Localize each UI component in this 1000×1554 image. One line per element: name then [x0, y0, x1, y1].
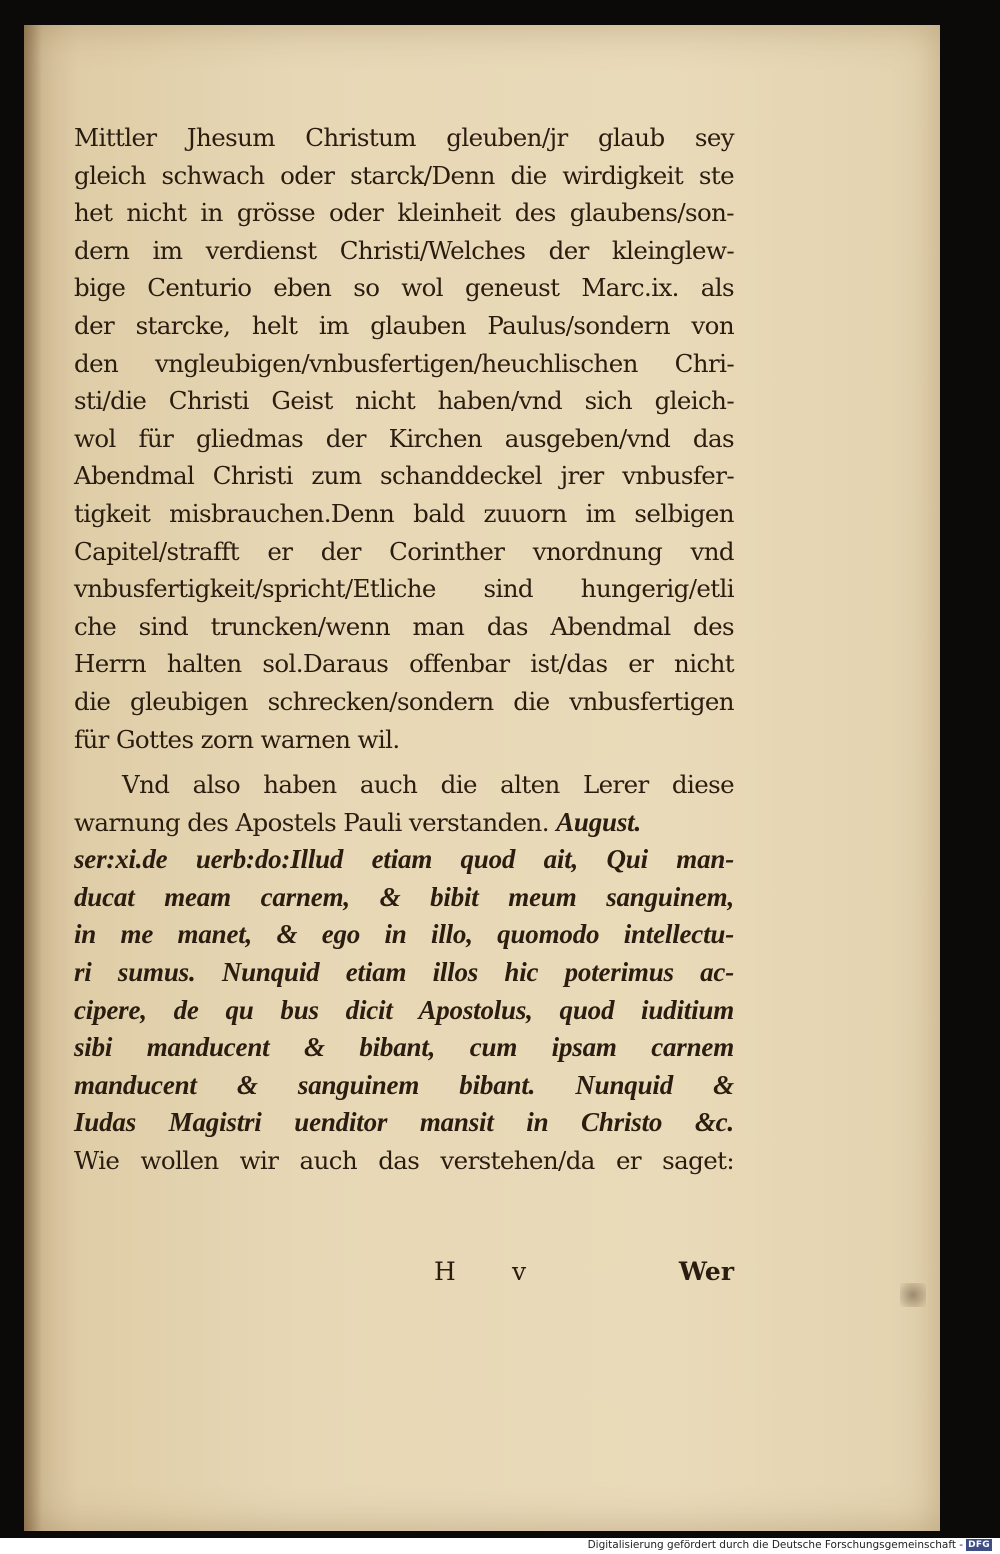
text-line: Abendmal Christi zum schanddeckel jrer vnbusfer-	[74, 461, 734, 491]
text-line: wol für gliedmas der Kirchen ausgeben/vnd das	[74, 423, 734, 453]
text-line: bige Centurio eben so wol geneust Marc.ix. als	[74, 273, 734, 303]
page-smudge	[900, 1283, 926, 1307]
paragraph-first-line: Vnd also haben auch die alten Lerer diese	[122, 770, 734, 800]
book-page	[24, 25, 940, 1531]
latin-line: ri sumus. Nunquid etiam illos hic poterimus ac-	[74, 957, 734, 988]
latin-line: in me manet, & ego in illo, quomodo intellectu-	[74, 919, 734, 950]
text-line: tigkeit misbrauchen.Denn bald zuuorn im selbigen	[74, 498, 734, 528]
text-line: dern im verdienst Christi/Welches der kleinglew-	[74, 235, 734, 265]
latin-line: ser:xi.de uerb:do:Illud etiam quod ait, Qui man-	[74, 844, 734, 875]
signature-mark: v	[512, 1257, 527, 1286]
text-line: sti/die Christi Geist nicht haben/vnd sich gleich-	[74, 386, 734, 416]
text-line: Herrn halten sol.Daraus offenbar ist/das er nicht	[74, 649, 734, 679]
text-line: Capitel/strafft er der Corinther vnordnung vnd	[74, 536, 734, 566]
text-line-mixed	[74, 804, 734, 842]
latin-line: manducent & sanguinem bibant. Nunquid &	[74, 1069, 734, 1100]
signature-mark: H	[434, 1257, 456, 1286]
latin-line: Iudas Magistri uenditor mansit in Christo &c.	[74, 1107, 734, 1138]
german-text: warnung des Apostels Pauli verstanden.	[74, 807, 549, 837]
text-line: Wie wollen wir auch das verstehen/da er saget:	[74, 1146, 734, 1176]
page-footer	[74, 1257, 734, 1297]
text-line: che sind truncken/wenn man das Abendmal des	[74, 611, 734, 641]
latin-line: ducat meam carnem, & bibit meum sanguinem,	[74, 881, 734, 912]
paragraph-gap	[74, 758, 734, 766]
credit-text: Digitalisierung gefördert durch die Deutsche Forschungsgemeinschaft -	[587, 1539, 964, 1551]
dfg-logo: DFG	[968, 1540, 990, 1550]
page-text	[74, 119, 734, 1180]
latin-line: cipere, de qu bus dicit Apostolus, quod iuditium	[74, 994, 734, 1025]
catchword: Wer	[678, 1257, 734, 1286]
text-line: der starcke, helt im glauben Paulus/sondern von	[74, 310, 734, 340]
text-line: den vngleubigen/vnbusfertigen/heuchlischen Chri-	[74, 348, 734, 378]
gutter-shadow	[24, 25, 42, 1531]
digitization-credit	[588, 1538, 992, 1552]
text-line: vnbusfertigkeit/spricht/Etliche sind hungerig/etli	[74, 574, 734, 604]
text-line: het nicht in grösse oder kleinheit des glaubens/son-	[74, 198, 734, 228]
text-line: gleich schwach oder starck/Denn die wirdigkeit ste	[74, 160, 734, 190]
latin-line: sibi manducent & bibant, cum ipsam carnem	[74, 1032, 734, 1063]
latin-reference: August.	[556, 806, 642, 837]
text-line: für Gottes zorn warnen wil.	[74, 724, 400, 754]
text-line: Mittler Jhesum Christum gleuben/jr glaub sey	[74, 123, 734, 152]
text-line: die gleubigen schrecken/sondern die vnbusfertigen	[74, 686, 734, 716]
